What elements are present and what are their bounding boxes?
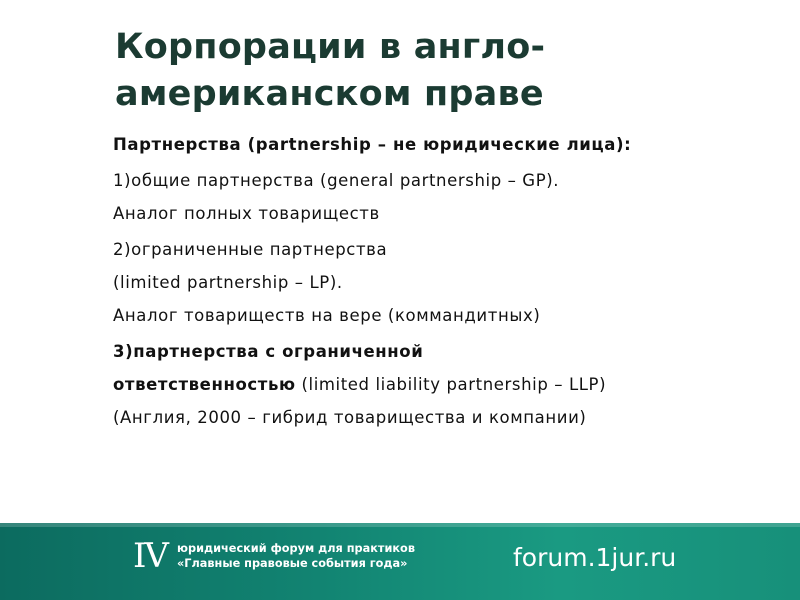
logo-line2: «Главные правовые события года» — [177, 557, 408, 570]
forum-logo-text — [177, 541, 415, 571]
item-limited-partnership — [113, 233, 753, 332]
forum-logo-icon: IV — [133, 536, 167, 576]
forum-site-link[interactable]: forum.1jur.ru — [513, 543, 677, 572]
slide-title: Корпорации в англо-американском праве — [115, 27, 546, 114]
item3-line3: (Англия, 2000 – гибрид товарищества и компании) — [113, 408, 587, 427]
item1-line1: 1)общие партнерства (general partnership – GP). — [113, 171, 560, 190]
item2-line1: 2)ограниченные партнерства — [113, 240, 388, 259]
item3-rest: (limited liability partnership – LLP) — [295, 375, 607, 394]
item2-line3: Аналог товариществ на вере (коммандитных) — [113, 306, 541, 325]
footer-stripe — [0, 523, 800, 527]
item2-line2: (limited partnership – LP). — [113, 273, 343, 292]
item-llp — [113, 335, 753, 434]
item3-bold-part1: 3)партнерства с ограниченной — [113, 342, 424, 361]
slide-content — [113, 128, 753, 437]
partnership-heading: Партнерства (partnership – не юридические лица): — [113, 135, 632, 154]
footer-banner — [0, 523, 800, 600]
item-general-partnership — [113, 164, 753, 230]
item3-bold-part2: ответственностью — [113, 375, 296, 394]
item1-line2: Аналог полных товариществ — [113, 204, 380, 223]
logo-line1: юридический форум для практиков — [177, 542, 415, 555]
